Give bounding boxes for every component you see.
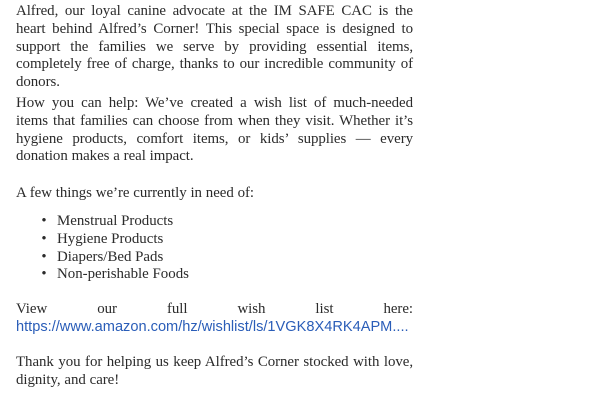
list-item [38,231,189,249]
list-item [38,266,189,284]
wishlist-prefix: View our full wish list here: [16,301,413,317]
wishlist-paragraph [16,301,413,337]
list-item [38,213,189,231]
list-item-label: Menstrual Products [57,213,174,229]
needs-list [38,213,189,284]
bullet-icon: • [41,213,47,229]
wishlist-link[interactable]: https://www.amazon.com/hz/wishlist/ls/1VGK8X4RK4APM.... [16,318,409,335]
help-paragraph: How you can help: We’ve created a wish list of much-needed items that families can choose from when they visit. Whether it’s hygiene products, comfort items, or kids’ supplies — every donation makes a real impact. [16,95,413,165]
list-item-label: Diapers/Bed Pads [57,248,164,265]
intro-paragraph: Alfred, our loyal canine advocate at the IM SAFE CAC is the heart behind Alfred’s Corner! This special space is designed to support the families we serve by providing essential items, completely free of charge, thanks to our incredible community of donors. [16,3,413,91]
list-item-label: Non-perishable Foods [57,266,189,283]
bullet-icon: • [41,230,47,247]
list-item [38,249,189,267]
bullet-icon: • [41,248,47,265]
list-item-label: Hygiene Products [57,230,164,247]
needs-intro-text: A few things we’re currently in need of: [16,185,254,201]
thanks-paragraph: Thank you for helping us keep Alfred’s Corner stocked with love, dignity, and care! [16,354,413,388]
bullet-icon: • [41,266,47,283]
